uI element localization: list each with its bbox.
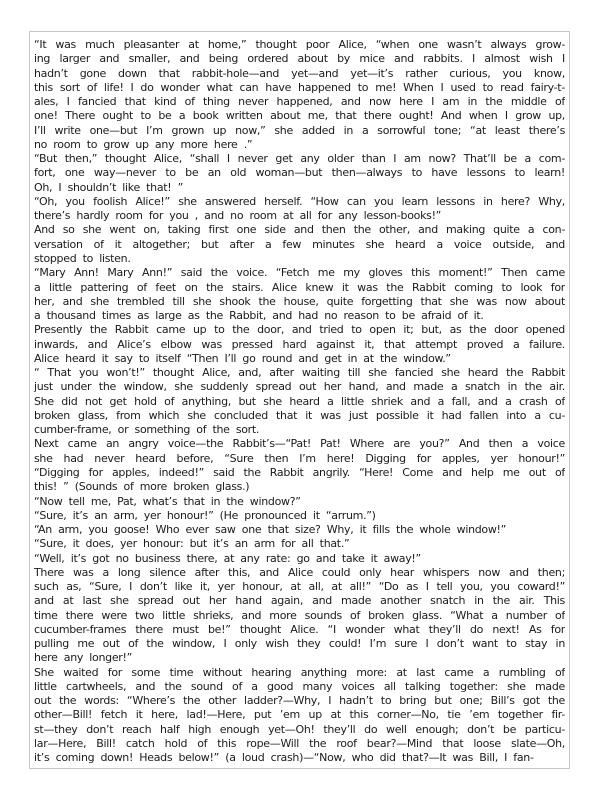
text-line: versation of it altogether; but after a few minutes she heard a voice outside, and (34, 237, 565, 251)
text-line: lar—Here, Bill! catch hold of this rope—Will the roof bear?—Mind that loose slate—Oh, (34, 737, 565, 751)
text-line: and at last she spread out her hand again, and made another snatch in the air. This (34, 594, 565, 608)
document-page (29, 31, 570, 769)
text-line: She did not get hold of anything, but she heard a little shriek and a fall, and a crash of (34, 394, 565, 408)
text-line: “Mary Ann! Mary Ann!” said the voice. “Fetch me my gloves this moment!” Then came (34, 266, 565, 280)
text-line: out the words: “Where’s the other ladder?—Why, I hadn’t to bring but one; Bill’s got the (34, 694, 565, 708)
text-line: such as, “Sure, I don’t like it, yer honour, at all, at all!” “Do as I tell you, you coward!” (34, 580, 565, 594)
text-line: “Now tell me, Pat, what’s that in the window?” (34, 494, 301, 508)
page-text (34, 38, 565, 766)
text-line: fort, one way—never to be an old woman—but then—always to have lessons to learn! (34, 166, 565, 180)
text-line: “An arm, you goose! Who ever saw one that size? Why, it fills the whole window!” (34, 523, 507, 537)
text-line: “It was much pleasanter at home,” thought poor Alice, “when one wasn’t always grow- (34, 38, 565, 51)
text-line: I’ll write one—but I’m grown up now,” she added in a sorrowful tone; “at least there’s (34, 123, 565, 137)
text-line: inwards, and Alice’s elbow was pressed hard against it, that attempt proved a failure. (34, 337, 565, 351)
text-line: Next came an angry voice—the Rabbit’s—“Pat! Pat! Where are you?” And then a voice (34, 437, 565, 451)
text-line: “Well, it’s got no business there, at any rate: go and take it away!” (34, 551, 421, 565)
text-line: “Sure, it does, yer honour: but it’s an arm for all that.” (34, 537, 350, 551)
text-line: “Digging for apples, indeed!” said the Rabbit angrily. “Here! Come and help me out of (34, 465, 565, 479)
text-line: here any longer!” (34, 651, 133, 665)
text-line: just under the window, she suddenly spread out her hand, and made a snatch in the air. (34, 380, 565, 394)
text-line: broken glass, from which she concluded that it was just possible it had fallen into a cu- (34, 408, 565, 422)
text-line: one! There ought to be a book written about me, that there ought! And when I grow up, (34, 109, 565, 123)
text-line: Alice heard it say to itself “Then I’ll go round and get in at the window.” (34, 351, 451, 365)
text-line: st—they don’t reach half high enough yet—Oh! they’ll do well enough; don’t be particu- (34, 722, 565, 736)
text-line: time there were two little shrieks, and more sounds of broken glass. “What a number of (34, 608, 565, 622)
text-line: She waited for some time without hearing anything more: at last came a rumbling of (34, 665, 565, 679)
text-line: hadn’t gone down that rabbit-hole—and yet—and yet—it’s rather curious, you know, (34, 66, 565, 80)
text-line: ales, I fancied that kind of thing never happened, and now here I am in the middle of (34, 95, 565, 109)
text-line: pulling me out of the window, I only wish they could! I’m sure I don’t want to stay in (34, 637, 565, 651)
text-line: little cartwheels, and the sound of a good many voices all talking together: she made (34, 679, 565, 693)
text-line: it’s coming down! Heads below!” (a loud crash)—“Now, who did that?—It was Bill, I fan- (34, 751, 534, 765)
text-line: cumber-frame, or something of the sort. (34, 423, 260, 437)
text-line: this sort of life! I do wonder what can have happened to me! When I used to read fairy-t- (34, 80, 565, 94)
text-line: stopped to listen. (34, 251, 131, 265)
text-line: this! ” (Sounds of more broken glass.) (34, 480, 250, 494)
text-line: Oh, I shouldn’t like that! ” (34, 180, 183, 194)
text-line: she had never heard before, “Sure then I’m here! Digging for apples, yer honour!” (34, 451, 565, 465)
text-line: other—Bill! fetch it here, lad!—Here, put ’em up at this corner—No, tie ’em together fir- (34, 708, 565, 722)
text-line: “But then,” thought Alice, “shall I never get any older than I am now? That’ll be a com- (34, 152, 565, 166)
text-line: “Sure, it’s an arm, yer honour!” (He pronounced it “arrum.”) (34, 508, 376, 522)
text-line: ing larger and smaller, and being ordered about by mice and rabbits. I almost wish I (34, 52, 565, 66)
text-line: her, and she trembled till she shook the house, quite forgetting that she was now about (34, 294, 565, 308)
text-line: a thousand times as large as the Rabbit, and had no reason to be afraid of it. (34, 309, 484, 323)
text-line: There was a long silence after this, and Alice could only hear whispers now and then; (34, 565, 565, 579)
text-line: And so she went on, taking first one side and then the other, and making quite a con- (34, 223, 565, 237)
text-line: there’s hardly room for you , and no room at all for any lesson-books!” (34, 209, 442, 223)
text-line: no room to grow up any more here .” (34, 137, 253, 151)
text-line: a little pattering of feet on the stairs. Alice knew it was the Rabbit coming to look for (34, 280, 565, 294)
text-line: “Oh, you foolish Alice!” she answered herself. “How can you learn lessons in here? Why, (34, 194, 565, 208)
text-line: “ That you won’t!” thought Alice, and, after waiting till she fancied she heard the Rabbit (34, 366, 565, 380)
text-line: Presently the Rabbit came up to the door, and tried to open it; but, as the door opened (34, 323, 565, 337)
text-line: cucumber-frames there must be!” thought Alice. “I wonder what they’ll do next! As for (34, 622, 565, 636)
